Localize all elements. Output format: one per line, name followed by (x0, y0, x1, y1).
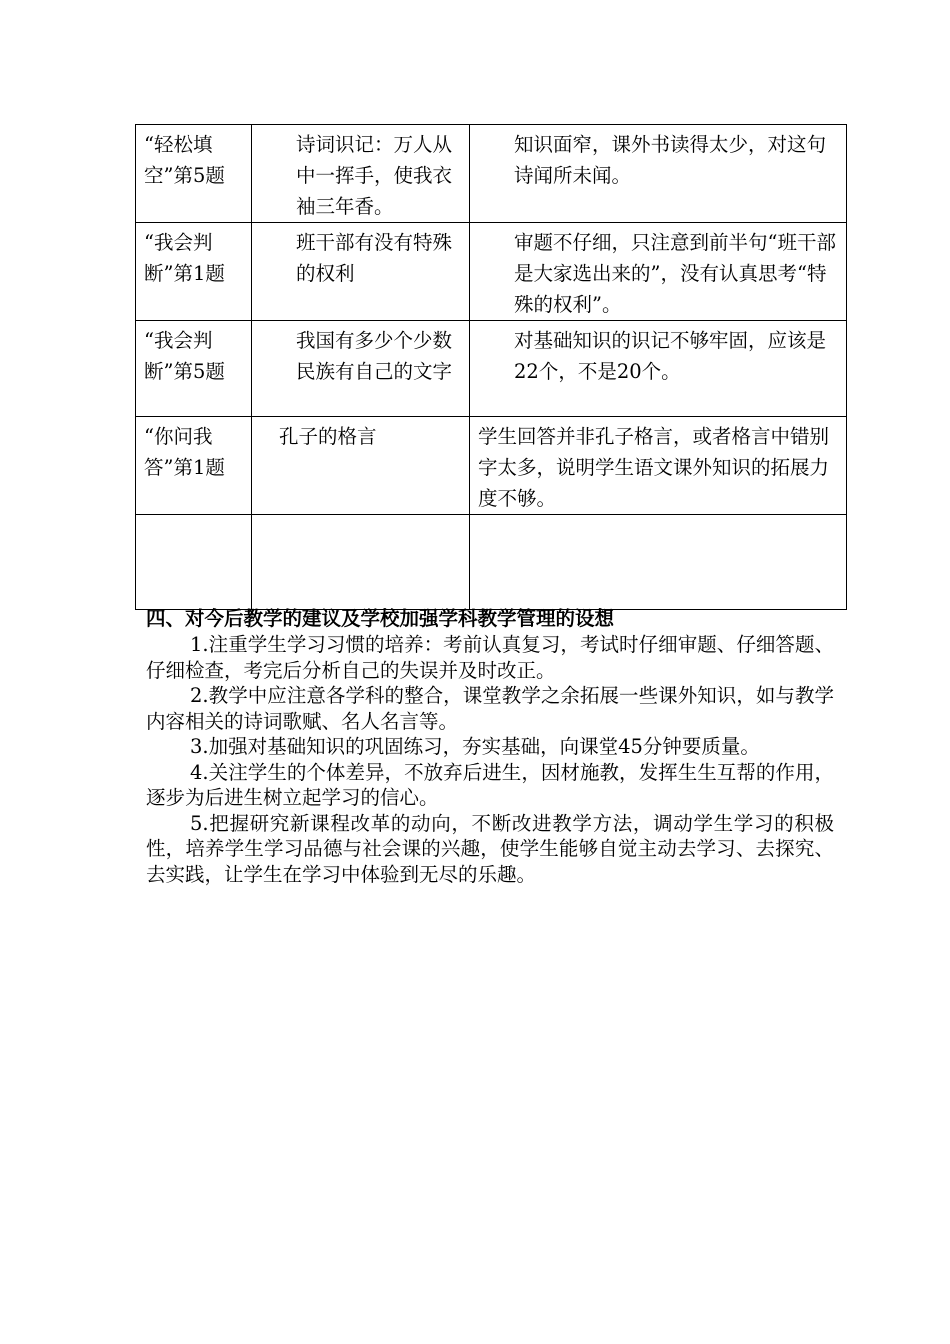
question-cell (136, 515, 252, 610)
content-text: 我国有多少个少数民族有自己的文字 (296, 329, 453, 383)
table-row (136, 321, 847, 417)
question-cell (136, 321, 252, 417)
section-heading: 四、对今后教学的建议及学校加强学科教学管理的设想 (146, 607, 615, 630)
question-text: “我会判断”第1题 (144, 231, 225, 285)
question-text: “轻松填空”第5题 (144, 133, 225, 187)
suggestions-body (146, 632, 834, 887)
question-cell (136, 125, 252, 223)
analysis-text: 知识面窄，课外书读得太少，对这句诗闻所未闻。 (514, 133, 827, 187)
table-row (136, 223, 847, 321)
content-cell (252, 417, 470, 515)
content-cell (252, 125, 470, 223)
question-text: “你问我答”第1题 (144, 425, 225, 479)
error-analysis-table (135, 124, 847, 610)
question-cell (136, 417, 252, 515)
analysis-cell (470, 321, 847, 417)
suggestion-paragraph: 5.把握研究新课程改革的动向，不断改进教学方法，调动学生学习的积极性，培养学生学习品德与社会课的兴趣，使学生能够自觉主动去学习、去探究、去实践，让学生在学习中体验到无尽的乐趣。 (146, 811, 834, 886)
content-text: 孔子的格言 (279, 425, 377, 448)
table-row (136, 417, 847, 515)
content-cell (252, 321, 470, 417)
analysis-text: 学生回答并非孔子格言，或者格言中错别字太多，说明学生语文课外知识的拓展力度不够。 (478, 425, 830, 510)
analysis-cell (470, 125, 847, 223)
suggestion-paragraph: 4.关注学生的个体差异，不放弃后进生，因材施教，发挥生生互帮的作用，逐步为后进生树立起学习的信心。 (146, 760, 834, 809)
question-cell (136, 223, 252, 321)
suggestion-paragraph: 1.注重学生学习习惯的培养：考前认真复习，考试时仔细审题、仔细答题、仔细检查，考完后分析自己的失误并及时改正。 (146, 633, 834, 682)
suggestion-paragraph: 3.加强对基础知识的巩固练习，夯实基础，向课堂45分钟要质量。 (190, 735, 760, 758)
content-cell (252, 223, 470, 321)
table-row (136, 515, 847, 610)
analysis-cell (470, 223, 847, 321)
suggestion-paragraph: 2.教学中应注意各学科的整合，课堂教学之余拓展一些课外知识，如与教学内容相关的诗词歌赋、名人名言等。 (146, 684, 834, 733)
analysis-text: 审题不仔细，只注意到前半句“班干部是大家选出来的”，没有认真思考“特殊的权利”。 (514, 231, 836, 316)
analysis-cell (470, 515, 847, 610)
question-text: “我会判断”第5题 (144, 329, 225, 383)
content-cell (252, 515, 470, 610)
content-text: 诗词识记：万人从中一挥手，使我衣袖三年香。 (296, 133, 453, 218)
analysis-cell (470, 417, 847, 515)
analysis-text: 对基础知识的识记不够牢固，应该是22个，不是20个。 (514, 329, 827, 383)
content-text: 班干部有没有特殊的权利 (296, 231, 453, 285)
table-row (136, 125, 847, 223)
